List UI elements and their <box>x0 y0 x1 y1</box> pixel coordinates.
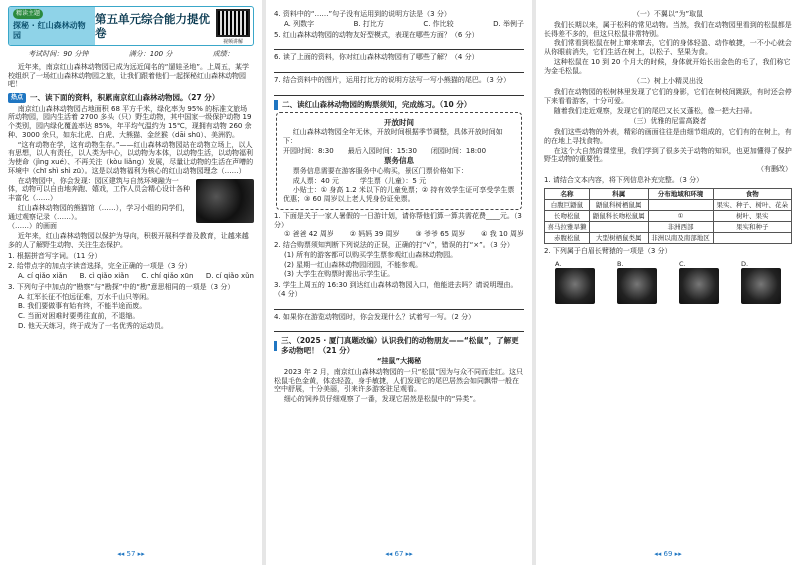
answer-line[interactable] <box>274 88 524 96</box>
subsection-heading: （三）优雅的尼雷高跷者 <box>629 117 707 126</box>
image-option[interactable] <box>617 260 657 304</box>
option[interactable]: B. 我们要做事有始有终，不能半途而废。 <box>18 302 147 311</box>
gibbon-photo <box>679 268 719 304</box>
box-text: 红山森林动物园全年无休，开放时间根据季节调整，具体开放时间如下： <box>283 128 503 145</box>
section-2-heading <box>274 100 524 110</box>
passage-paragraph: 在这个大自然的课堂里，我们学到了很多关于动物的知识，也更加懂得了保护野生动物的重要性。 <box>544 146 792 164</box>
ticket-notice-box <box>276 112 522 210</box>
option-letter: B. <box>617 259 624 268</box>
option[interactable]: C. chí qiǎo xūn <box>141 272 194 280</box>
option[interactable]: D. 他天天练习，终于成为了一名优秀的运动员。 <box>18 321 168 330</box>
question-2-options <box>8 272 254 281</box>
answer-line[interactable] <box>274 65 524 73</box>
section-2-title: 二、读红山森林动物园的购票须知，完成练习。（10 分） <box>282 100 472 110</box>
exam-info <box>8 50 254 59</box>
section-marker <box>274 341 277 351</box>
table-cell: 赤腹松鼠 <box>545 233 590 244</box>
exam-time: 考试时间：90 分钟 <box>28 50 89 58</box>
question-1: 1. 请结合文本内容，将下列信息补充完整。（3 分） <box>544 175 704 184</box>
unit-banner <box>8 6 254 46</box>
option[interactable]: B. 打比方 <box>353 19 384 28</box>
image-option[interactable] <box>555 260 595 304</box>
passage-paragraph: 2023 年 2 月，南京红山森林动物园的一只“松鼠”因为与众不同而走红。这只松鼠毛色金黄，体态轻盈，身手敏捷，人们发现它的尾巴居然会如同飘带一般在空中舒展，十分美丽，引来许多游客驻足观看。 <box>274 367 523 394</box>
gibbon-photo <box>741 268 781 304</box>
theme-badge: 精读主题 <box>13 9 43 19</box>
passage-paragraph: “这有动物在学，这有动物生存。”——红山森林动物园站在动物立场上，以人有思想，以人有责任，以人类为中心，以动物为本体，以动物生活，以动物福利为使命（jìng xué）、不再关注（kòu liǎng）发展，尽量让动物的生活在声嘈的环境中（chī shì shì zū）。这是以动物福利为核心的红山动物园理念（……） <box>8 140 254 175</box>
table-row <box>545 199 792 210</box>
page-number-value: 67 <box>394 550 404 559</box>
passage-paragraph: 南京红山森林动物园占地面积 68 平方千米，绿化率为 95% 的标准文旅场所动物园，园内生活着 2700 多头（只）野生动物，其中国家一级保护动物 19 个类别，园内绿化覆盖率达 85%，年平均气温约为 15℃，现拥有动物 260 余种、3000 余只，如东北虎、白虎、大熊猫、金丝猴（dāi shū）、美洲豹。 <box>8 104 252 139</box>
option[interactable]: D. 举例子 <box>493 19 524 28</box>
info-table <box>544 188 792 245</box>
table-cell[interactable] <box>648 199 713 210</box>
passage-paragraph: 我们在动物园的松树林里发现了它们的身影，它们在树枝间跳跃，有时还会停下来看看游客，十分可爱。 <box>544 88 792 105</box>
page-number: ◂◂ 57 ▸▸ <box>117 550 145 559</box>
judgement-item[interactable]: (3) 大学生在购票时需出示学生证。 <box>284 270 395 279</box>
table-cell: 长吻松鼠 <box>545 210 590 221</box>
table-header: 分布地域和环境 <box>648 188 713 199</box>
question-8: 1. 下面是关于一家人暑假的一日游计划，请你帮他们算一算共需花费____元。（3 分） <box>274 211 522 229</box>
gibbon-photo <box>617 268 657 304</box>
passage-paragraph: 我们长期以来，属于松科的常见动物。当然，我们在动物园里看到的松鼠都是长得差不多的，但这只松鼠非常特别。 <box>544 20 792 38</box>
box-text: 票务信息需要在游客服务中心购买，景区门票价格如下： <box>292 166 468 175</box>
page-number-value: 57 <box>126 550 136 559</box>
answer-line[interactable] <box>274 324 524 332</box>
section-3-title: 三、（2025 · 厦门真题改编）认识我们的动物朋友——“松鼠”，了解更多动物吧！（21 分） <box>281 336 519 355</box>
question-7: 7. 结合资料中的图片，运用打比方的说明方法写一写小熊猫的尾巴。（3 分） <box>274 76 511 84</box>
page-number: ◂◂ 69 ▸▸ <box>654 550 682 559</box>
passage-paragraph: 近年来，红山森林动物园以保护为导向，积极开展科学普及教育，让越来越多的人了解野生动物、关注生态保护。 <box>8 232 249 249</box>
judgement-item[interactable]: (2) 星期一红山森林动物园闭园，不能参观。 <box>284 260 423 269</box>
source-note: （有删改） <box>757 165 792 173</box>
table-cell[interactable] <box>713 233 791 244</box>
box-prices: 成人票：40 元 学生票（儿童）：5 元 <box>292 176 427 185</box>
table-header: 科属 <box>590 188 648 199</box>
table-header-row <box>545 188 792 199</box>
table-row <box>545 221 792 232</box>
table-header: 名称 <box>545 188 590 199</box>
table-row <box>545 233 792 244</box>
table-header: 食物 <box>713 188 791 199</box>
question-5: 5. 红山森林动物园的动物友好型模式，表现在哪些方面？（6 分） <box>274 30 479 39</box>
option[interactable]: D. cí qiǎo xǔn <box>205 272 254 280</box>
option[interactable]: A. 红军长征不怕远征难，万水千山只等闲。 <box>18 292 154 301</box>
box-heading-tickets: 票务信息 <box>384 156 414 166</box>
section-1-title: 一、读下面的资料，积累南京红山森林动物园。（27 分） <box>30 93 220 103</box>
passage-paragraph: 红山森林动物园的熊猫馆（……），学习小组的同学们，通过观察记录（……）。 <box>8 203 190 221</box>
answer-line[interactable] <box>274 42 524 50</box>
table-cell: 果实、种子、树叶、花朵 <box>713 199 791 210</box>
box-times: 开园时间：8:30 最后入园时间：15:30 闭园时间：18:00 <box>283 146 487 155</box>
question-10: 3. 学生上周五的 16:30 到达红山森林动物园入口，他能进去吗？请说明理由。（4 分） <box>274 281 518 298</box>
box-tips: 小贴士：① 身高 1.2 米以下的儿童免票；② 持有效学生证可享受学生票优惠；③ 60 周岁以上老人凭身份证免票。 <box>283 186 515 203</box>
passage-paragraph: 我们常看到松鼠在树上窜来窜去，它们的身体轻盈、动作敏捷，一不小心就会从你眼前消失，它们生活在树上，以松子、坚果为食。 <box>544 39 792 56</box>
family-member: ④ 我 10 周岁 <box>481 230 524 239</box>
family-member: ② 妈妈 39 周岁 <box>349 230 400 239</box>
question-3: 3. 下列句子中加点的“勘察”与“勘探”中的“勘”意思相同的一项是（3 分） <box>8 282 235 291</box>
table-cell: 果实和种子 <box>713 221 791 232</box>
table-cell: 鼯鼠科树栖鼠属 <box>590 199 648 210</box>
box-heading-hours: 开放时间 <box>384 117 414 127</box>
table-cell: 喜马拉雅旱獭 <box>545 221 590 232</box>
passage-paragraph: 在动物园中，你会发现：园区建筑与自然环境融为一体，动物可以自由地奔跑、嬉戏，工作人员会精心设计各种丰富化（……） <box>8 176 190 202</box>
option[interactable]: A. cí qiǎo xiǎn <box>18 272 68 280</box>
section-1-heading <box>8 93 254 103</box>
subsection-heading: （一）不翼以“为”取鼠 <box>632 10 704 18</box>
banner-subtitle: 探秘 · 红山森林动物园 <box>13 21 86 40</box>
question-9: 2. 结合购票须知判断下列说法的正误，正确的打“√”，错误的打“×”。（3 分） <box>274 241 514 249</box>
question-2: 2. 给带点字的加点字读音选择，完全正确的一项是（3 分） <box>8 262 192 271</box>
page-number: ◂◂ 67 ▸▸ <box>385 550 413 559</box>
option[interactable]: B. cì qiǎo xiǎn <box>79 272 129 280</box>
question-1: 1. 根据拼音写字词。（11 分） <box>8 251 102 260</box>
passage-paragraph: 随着我们走近观察，发现它们的尾巴又长又蓬松，像一把大扫帚。 <box>553 106 757 115</box>
table-cell: 大型树栖鼠类属 <box>590 233 648 244</box>
table-cell: 非洲以南及南部地区 <box>648 233 713 244</box>
page-1 <box>0 0 262 565</box>
score-label: 成绩： <box>212 50 234 58</box>
question-4: 4. 资料中的“……”句子没有运用到的说明方法是（3 分） <box>274 10 451 18</box>
image-option[interactable] <box>741 260 781 304</box>
table-cell[interactable]: ① <box>648 210 713 221</box>
table-cell: 白腹巨鼯鼠 <box>545 199 590 210</box>
gibbon-photo <box>555 268 595 304</box>
question-6: 6. 读了上面的资料，你对红山森林动物园有了哪些了解？（4 分） <box>274 53 479 62</box>
red-panda-photo <box>196 179 254 223</box>
full-score: 满分：100 分 <box>128 50 173 58</box>
question-4-options <box>274 20 524 29</box>
intro-text: 近年来，南京红山森林动物园已成为远近闻名的“遛娃圣地”。上周五，某学校组织了一场红山森林动物园之旅，让我们跟着他们一起探秘红山森林动物园吧！ <box>8 62 250 89</box>
answer-line[interactable] <box>274 302 524 310</box>
qr-caption: 视频讲解 <box>222 38 243 45</box>
page-2 <box>266 0 532 565</box>
table-cell: 鼯鼠科长吻松鼠属 <box>590 210 648 221</box>
option-letter: A. <box>555 259 562 268</box>
family-member: ③ 爷爷 65 周岁 <box>415 230 466 239</box>
passage-paragraph: 我们这些动物的外表，精彩的画面往往是由细节组成的，它们有的在树上，有的在地上寻找食物。 <box>544 128 792 145</box>
page-number-value: 69 <box>663 550 673 559</box>
judgement-item[interactable]: (1) 所有的游客都可以购买学生票参观红山森林动物园。 <box>284 250 458 259</box>
option-letter: D. <box>741 259 749 268</box>
question-2: 2. 下列属于白眉长臂猿的一项是（3 分） <box>544 247 672 256</box>
image-options <box>544 260 792 304</box>
table-row <box>545 210 792 221</box>
image-option[interactable] <box>679 260 719 304</box>
table-cell[interactable] <box>590 221 648 232</box>
passage-subheading: （……）的画面 <box>8 222 57 231</box>
subsection-heading: （二）树上小精灵出没 <box>633 77 703 86</box>
qr-code-block[interactable] <box>213 7 253 45</box>
article-title: “挂鼠”大揭秘 <box>376 357 422 365</box>
table-cell: 非洲西部 <box>648 221 713 232</box>
question-11: 4. 如果你在游览动物园时，你会发现什么？试着写一写。（2 分） <box>274 312 476 321</box>
section-3-heading <box>274 336 524 355</box>
family-list <box>274 230 524 239</box>
family-member: ① 爸爸 42 周岁 <box>284 230 334 239</box>
table-cell: 树叶、果实 <box>713 210 791 221</box>
page-3 <box>536 0 800 565</box>
option[interactable]: A. 列数字 <box>284 19 315 28</box>
option[interactable]: C. 当面对困难时要勇往直前，不退缩。 <box>18 312 140 320</box>
passage-paragraph: 这种松鼠在 10 到 20 个月大的时候，身体就开始长出金色的毛了，我们称它为金毛松鼠。 <box>544 57 791 75</box>
passage-paragraph: 细心的饲养员仔细观察了一番，发现它居然是松鼠中的“异类”。 <box>283 395 481 403</box>
hot-tag: 热点 <box>8 93 26 103</box>
qr-code-icon[interactable] <box>216 9 250 37</box>
option[interactable]: C. 作比较 <box>423 19 454 28</box>
option-letter: C. <box>679 259 686 268</box>
exam-title: 第五单元综合能力提优卷 <box>95 7 213 45</box>
banner-left <box>9 7 95 45</box>
section-marker <box>274 100 278 110</box>
